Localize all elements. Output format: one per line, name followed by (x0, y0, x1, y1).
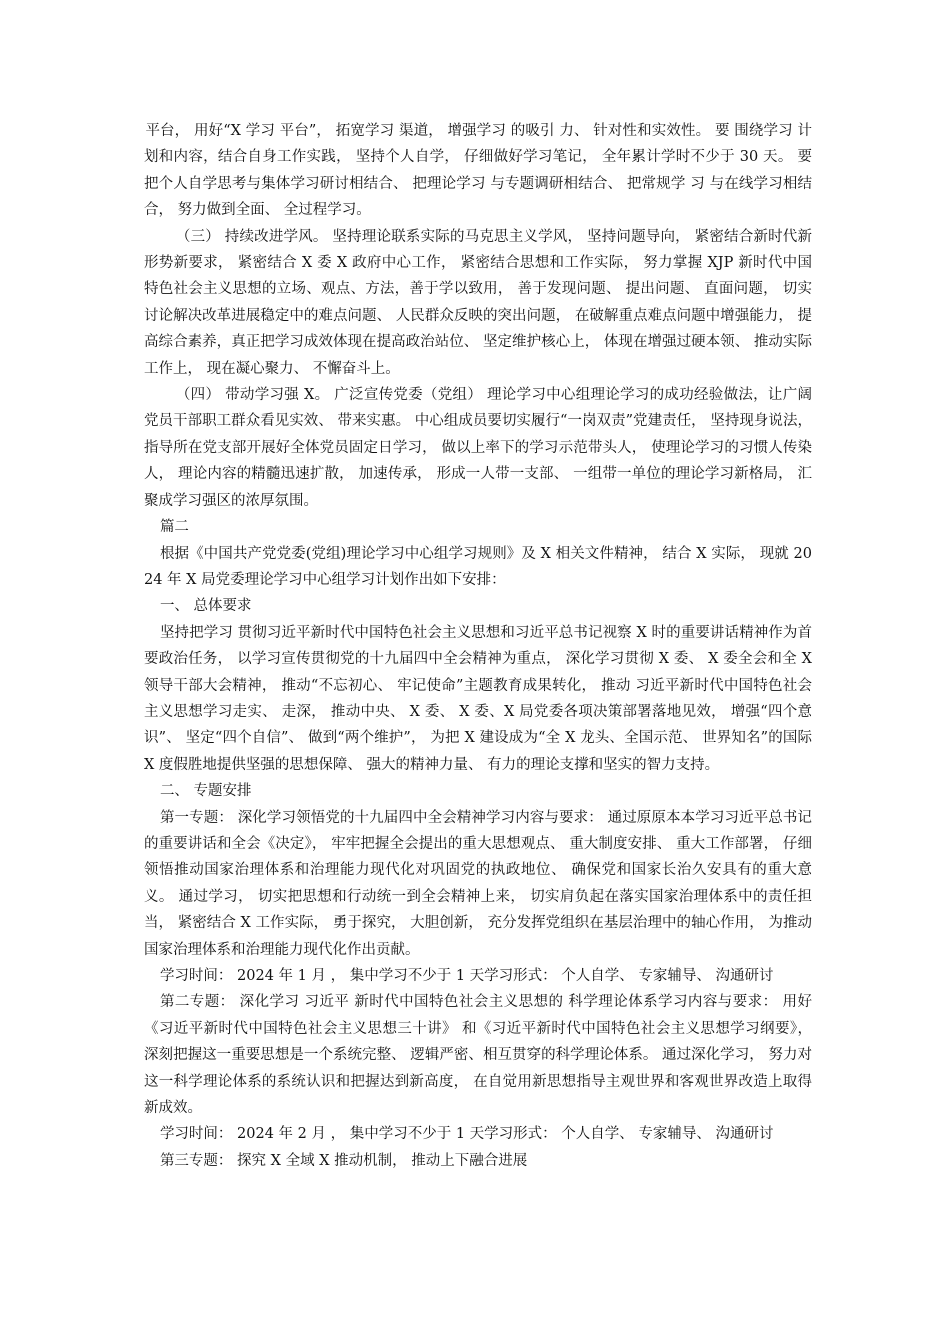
heading-general-requirements: 一、 总体要求 (159, 598, 252, 615)
paragraph-improve-study-style: （三） 持续改进学风。 坚持理论联系实际的马克思主义学风， 坚持问题导向， 紧密结合新时代新形势新要求， 紧密结合 X 委 X 政府中心工作， 紧密结合思想和工作实际， 努力掌握 XJP 新时代中国特色社会主义思想的立场、观点、方法，善于学以致用， 善于发现问题、 提出问题、 直面问题， 切实讨论解决改革进展稳定中的难点问题、 人民群众反映的突出问题， 在破解重点难点问题中增强能力， 提高综合素养，真正把学习成效体现在提高政治站位、 坚定维护核心上， 体现在增强过硬本领、 推动实际工作上， 现在凝心聚力、 不懈奋斗上。 (144, 228, 812, 377)
document-page (144, 118, 812, 1174)
paragraph-topic-one-schedule: 学习时间： 2024 年 1 月 ， 集中学习不少于 1 天学习形式： 个人自学、 专家辅导、 沟通研讨 (159, 968, 774, 984)
paragraph-general-requirements: 坚持把学习 贯彻习近平新时代中国特色社会主义思想和习近平总书记视察 X 时的重要讲话精神作为首要政治任务， 以学习宣传贯彻党的十九届四中全会精神为重点， 深化学习贯彻 X 委、 X 委全会和全 X 领导干部大会精神， 推动“不忘初心、 牢记使命”主题教育成果转化， 推动 习近平新时代中国特色社会主义思想学习走实、 走深， 推动中央、 X 委、 X 委、X 局党委各项决策部署落地见效， 增强“四个意识”、 坚定“四个自信”、 做到“两个维护”， 为把 X 建设成为“全 X 龙头、全国示范、 世界知名”的国际 X 度假胜地提供坚强的思想保障、 强大的精神力量、 有力的理论支撑和坚实的智力支持。 (144, 624, 812, 773)
paragraph-drive-study: （四） 带动学习强 X。 广泛宣传党委（党组） 理论学习中心组理论学习的成功经验做法，让广阔党员干部职工群众看见实效、 带来实惠。 中心组成员要切实履行“一岗双责”党建责任， 坚持现身说法， 指导所在党支部开展好全体党员固定日学习， 做以上率下的学习示范带头人， 使理论学习的习惯人传染人， 理论内容的精髓迅速扩散， 加速传承， 形成一人带一支部、 一组带一单位的理论学习新格局， 汇聚成学习强区的浓厚氛围。 (144, 387, 812, 509)
paragraph-topic-three: 第三专题： 探究 X 全域 X 推动机制， 推动上下融合进展 (159, 1152, 528, 1169)
paragraph-topic-two-schedule: 学习时间： 2024 年 2 月 ， 集中学习不少于 1 天学习形式： 个人自学、 专家辅导、 沟通研讨 (159, 1126, 774, 1143)
paragraph-study-platform: 平台， 用好“X 学习 平台”， 拓宽学习 渠道， 增强学习 的吸引 力、 针对性和实效性。 要 围绕学习 计划和内容，结合自身工作实践， 坚持个人自学， 仔细做好学习笔记， 全年累计学时不少于 30 天。 要把个人自学思考与集体学习研讨相结合、 把理论学习 与专题调研相结合、 把常规学 习 与在线学习相结合， 努力做到全面、 全过程学习。 (144, 123, 812, 219)
paragraph-topic-two: 第二专题： 深化学习 习近平 新时代中国特色社会主义思想的 科学理论体系学习内容与要求： 用好《习近平新时代中国特色社会主义思想三十讲》 和《习近平新时代中国特色社会主义思想学习纲要》， 深刻把握这一重要思想是一个系统完整、 逻辑严密、相互贯穿的科学理论体系。 通过深化学习， 努力对这一科学理论体系的系统认识和把握达到新高度， 在自觉用新思想指导主观世界和客观世界改造上取得新成效。 (144, 994, 812, 1117)
section-heading-part-two: 篇二 (159, 519, 189, 536)
paragraph-topic-one: 第一专题： 深化学习领悟党的十九届四中全会精神学习内容与要求： 通过原原本本学习习近平总书记的重要讲话和全会《决定》， 牢牢把握全会提出的重大思想观点、 重大制度安排、 重大工作部署， 仔细领悟推动国家治理体系和治理能力现代化对巩固党的执政地位、 确保党和国家长治久安具有的重大意义。 通过学习， 切实把思想和行动统一到全会精神上来， 切实肩负起在落实国家治理体系中的责任担当， 紧密结合 X 工作实际， 勇于探究， 大胆创新， 充分发挥党组织在基层治理中的轴心作用， 为推动国家治理体系和治理能力现代化作出贡献。 (144, 809, 812, 958)
paragraph-intro-plan: 根据《中国共产党党委(党组)理论学习中心组学习规则》及 X 相关文件精神， 结合 X 实际， 现就 2024 年 X 局党委理论学习中心组学习计划作出如下安排： (144, 545, 812, 588)
heading-topic-arrangement: 二、 专题安排 (159, 783, 252, 800)
